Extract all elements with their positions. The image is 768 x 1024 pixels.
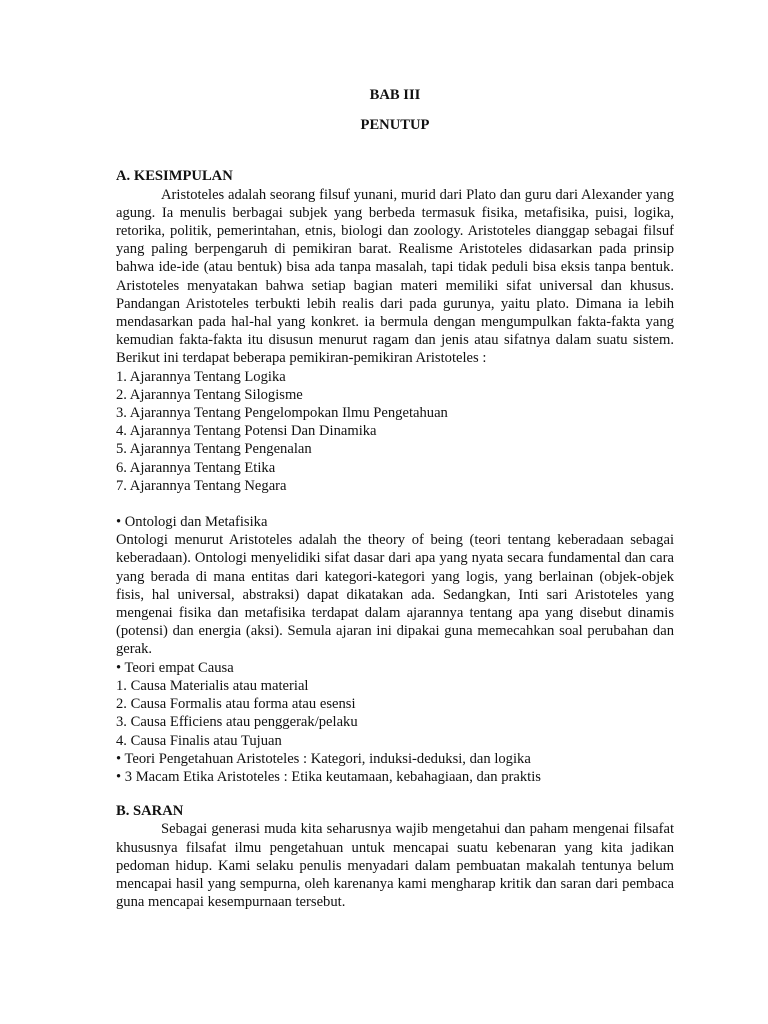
etika-bullet: • 3 Macam Etika Aristoteles : Etika keutamaan, kebahagiaan, dan praktis <box>116 768 541 785</box>
list-item: 2. Ajarannya Tentang Silogisme <box>116 386 303 403</box>
list-item: 4. Ajarannya Tentang Potensi Dan Dinamika <box>116 423 377 440</box>
pengetahuan-bullet: • Teori Pengetahuan Aristoteles : Kategori, induksi-deduksi, dan logika <box>116 750 531 767</box>
list-item: 1. Causa Materialis atau material <box>116 677 309 694</box>
list-item: 1. Ajarannya Tentang Logika <box>116 368 286 385</box>
paragraph-spacer <box>116 495 674 513</box>
list-item: 5. Ajarannya Tentang Pengenalan <box>116 441 312 458</box>
chapter-title: PENUTUP <box>360 117 430 134</box>
causa-list <box>116 677 674 750</box>
list-item: 6. Ajarannya Tentang Etika <box>116 459 276 476</box>
list-item: 2. Causa Formalis atau forma atau esensi <box>116 696 356 713</box>
teachings-list <box>116 368 674 495</box>
chapter-number: BAB III <box>369 87 421 103</box>
ontologi-heading: • Ontologi dan Metafisika <box>116 514 268 531</box>
list-item: 4. Causa Finalis atau Tujuan <box>116 732 282 749</box>
causa-heading: • Teori empat Causa <box>116 659 234 676</box>
kesimpulan-intro-paragraph: Aristoteles adalah seorang filsuf yunani, murid dari Plato dan guru dari Alexander yang agung. Ia menulis berbagai subjek yang berbeda termasuk fisika, metafisika, puisi, logika, retorika, politik, pemerintahan, etnis, biologi dan zoology. Aristoteles dianggap sebagai filsuf yang paling berpengaruh di pemikiran barat. Realisme Aristoteles didasarkan pada prinsip bahwa ide-ide (atau bentuk) bisa ada tanpa masalah, tapi tidak peduli bisa eksis tanpa bentuk. Aristoteles menyatakan bahwa setiap bagian materi memiliki sifat universal dan khusus. Pandangan Aristoteles terbukti lebih realis dari pada gurunya, yaitu plato. Dimana ia lebih mendasarkan pada hal-hal yang konkret. ia bermula dengan mengumpulkan fakta-fakta yang kemudian fakta-fakta itu disusun menurut ragam dan jenis atau sifatnya dalam suatu sistem. Berikut ini terdapat beberapa pemikiran-pemikiran Aristoteles : <box>116 186 674 367</box>
list-item: 3. Ajarannya Tentang Pengelompokan Ilmu Pengetahuan <box>116 405 448 422</box>
ontologi-paragraph: Ontologi menurut Aristoteles adalah the theory of being (teori tentang keberadaan sebagai keberadaan). Ontologi menyelidiki sifat dasar dari apa yang nyata secara fundamental dan cara yang berada di mana entitas dari kategori-kategori yang logis, yang berlainan (objek-objek fisis, hal universal, abstraksi) dapat dikatakan ada. Sedangkan, Inti sari Aristoteles yang mengenai fisika dan metafisika terdapat dalam ajarannya tentang apa yang disebut dinamis (potensi) dan energia (aksi). Semula ajaran ini dipakai guna memecahkan soal perubahan dan gerak. <box>116 532 674 658</box>
document-page <box>116 86 674 911</box>
section-heading-saran: B. SARAN <box>116 803 184 820</box>
list-item: 3. Causa Efficiens atau penggerak/pelaku <box>116 714 358 731</box>
section-heading-kesimpulan: A. KESIMPULAN <box>116 168 233 185</box>
list-item: 7. Ajarannya Tentang Negara <box>116 477 287 494</box>
saran-paragraph: Sebagai generasi muda kita seharusnya wajib mengetahui dan paham mengenai filsafat khususnya filsafat ilmu pengetahuan untuk mencapai suatu kebenaran yang kita jadikan pedoman hidup. Kami selaku penulis menyadari dalam pembuatan makalah tentunya belum mencapai hasil yang sempurna, oleh karenanya kami mengharap kritik dan saran dari pembaca guna mencapai kesempurnaan tersebut. <box>116 821 674 911</box>
